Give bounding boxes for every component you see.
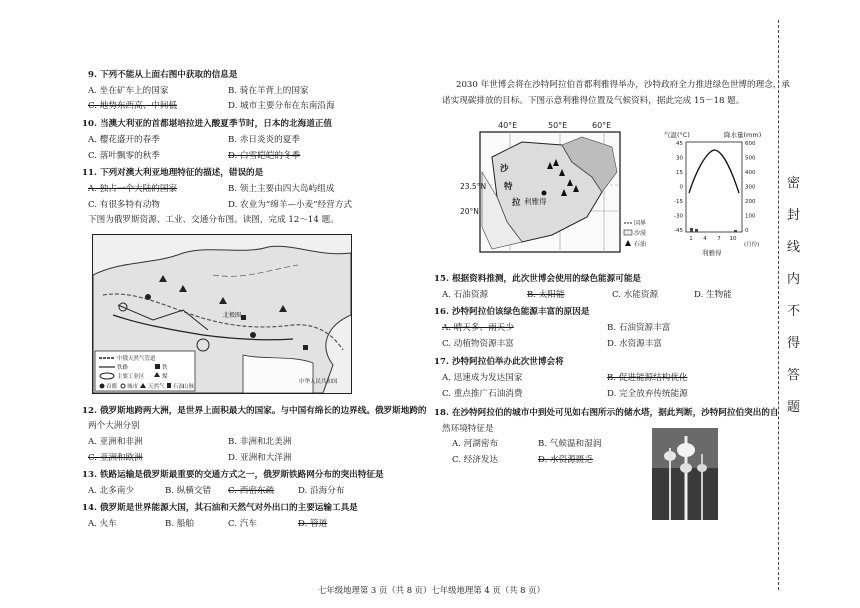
q17-stem: 17. 沙特阿拉伯举办此次世博会将: [434, 357, 564, 367]
legend-desert: 沙漠: [634, 230, 647, 237]
q13-option-a: A. 北多南少: [88, 486, 135, 496]
legend-oil: 石油: [173, 384, 185, 390]
arctic-circle-label: 北极圈: [223, 312, 242, 319]
month-tick-label: 10: [729, 236, 737, 242]
q13-stem: 13. 铁路运输是俄罗斯最重要的交通方式之一，俄罗斯铁路网分布的突出特征是: [82, 470, 384, 480]
temp-tick-label: -45: [674, 228, 683, 234]
q15-option-c: C. 水能资源: [612, 290, 659, 300]
q16-option-a: A. 晴天多、雨天少: [442, 323, 514, 333]
month-tick-label: 4: [703, 236, 707, 242]
seal-char: 答: [787, 368, 801, 383]
saudi-map: [452, 117, 652, 257]
temp-tick-label: -30: [674, 213, 683, 220]
precip-tick-label: 0: [745, 228, 749, 234]
legend-rail: 铁路: [117, 365, 129, 371]
q10-option-b: B. 赤日炎炎的夏季: [228, 135, 300, 145]
temp-tick-label: 0: [679, 184, 683, 191]
q9-stem: 9. 下列不能从上面右图中获取的信息是: [88, 70, 238, 80]
q9-option-a: A. 坐在矿车上的国家: [88, 86, 169, 96]
precip-tick-label: 200: [745, 199, 756, 205]
saudi-map-drawing: [452, 117, 652, 257]
q14-option-d: D. 管道: [298, 519, 328, 529]
q11-option-a: A. 独占一个大陆的国家: [88, 184, 178, 194]
q14-option-c: C. 汽车: [228, 519, 257, 529]
q13-option-b: B. 纵横交错: [165, 486, 212, 496]
q9-option-b: B. 骑在羊背上的国家: [228, 86, 309, 96]
legend-coal: 煤: [162, 374, 168, 380]
q11-option-b: B. 领土主要由四大岛屿组成: [228, 184, 335, 194]
q11-option-d: D. 农业为“绵羊—小麦”经营方式: [228, 200, 352, 210]
q11-option-c: C. 有很多特有动物: [88, 200, 160, 210]
seal-char: 题: [787, 400, 801, 415]
q17-option-a: A. 迅速成为发达国家: [442, 373, 523, 383]
legend-industry: 主要工业区: [117, 374, 145, 380]
q12-stem: 12. 俄罗斯地跨两大洲，是世界上面积最大的国家。与中国有绵长的边界线。俄罗斯地跨的: [82, 406, 427, 416]
q18-option-d: D. 水资源匮乏: [538, 455, 594, 465]
q15-option-b: B. 太阳能: [527, 290, 565, 300]
q17-option-d: D. 完全放弃传统能源: [607, 389, 688, 399]
russia-map-drawing: [93, 235, 351, 393]
q12-option-b: B. 非洲和北美洲: [228, 437, 292, 447]
q10-stem: 10. 当澳大利亚的首都堪培拉进入酸夏季节时，日本的北海道正值: [82, 119, 332, 129]
q10-option-d: D. 白雪皑皑的冬季: [228, 151, 301, 161]
q18-option-a: A. 河湖密布: [452, 439, 499, 449]
legend-border: 国界: [634, 220, 647, 227]
precip-tick-label: 500: [745, 155, 756, 162]
q17-option-c: C. 重点推广石油消费: [442, 389, 523, 399]
precip-tick-label: 100: [745, 213, 756, 220]
temp-tick-label: 30: [676, 155, 683, 162]
q13-option-c: C. 西密东疏: [228, 486, 275, 496]
seal-char: 密: [787, 176, 801, 191]
temp-tick-label: 15: [676, 170, 683, 176]
q12-stem-2: 两个大洲分别: [88, 421, 140, 431]
label-riyadh: 利雅得: [524, 197, 547, 206]
legend-oil-saudi: 石油: [634, 241, 647, 248]
q14-stem: 14. 俄罗斯是世界能源大国，其石油和天然气对外出口的主要运输工具是: [82, 503, 358, 513]
q10-option-a: A. 樱花盛开的春季: [88, 135, 160, 145]
seal-char: 不: [787, 304, 801, 319]
precip-bar: [690, 228, 693, 232]
intro15-line1: 2030 年世博会将在沙特阿拉伯首都利雅得举办，沙特政府全力推进绿色世博的理念，承: [456, 80, 790, 90]
label-la: 拉: [512, 198, 521, 208]
q9-option-d: D. 城市主要分布在东南沿海: [228, 101, 335, 111]
seal-line: [778, 20, 779, 590]
precip-bar: [695, 229, 698, 232]
q14-option-b: B. 船舶: [165, 519, 194, 529]
lon-60: 60°E: [592, 121, 612, 130]
seal-char: 线: [787, 240, 801, 255]
q15-option-a: A. 石油资源: [442, 290, 489, 300]
q18-option-b: B. 气候温和湿润: [538, 439, 602, 449]
precip-tick-label: 400: [745, 170, 756, 176]
q18-stem: 18. 在沙特阿拉伯的城市中到处可见如右图所示的储水塔，据此判断，沙特阿拉伯突出的自: [434, 408, 779, 418]
q16-option-c: C. 动植物资源丰富: [442, 339, 514, 349]
month-tick-label: 1: [689, 236, 693, 242]
q12-option-a: A. 亚洲和非洲: [88, 437, 143, 447]
q12-intro: 下图为俄罗斯资源、工业、交通分布图。读图，完成 12～14 题。: [88, 215, 339, 225]
seal-char: 内: [787, 272, 801, 287]
q11-stem: 11. 下列对澳大利亚地理特征的描述，错误的是: [82, 168, 264, 178]
climate-chart: [662, 128, 772, 258]
temp-tick-label: -15: [674, 199, 683, 205]
temp-tick-label: 45: [676, 141, 683, 147]
water-tower-photo: [652, 428, 718, 520]
intro15-line2: 诺实现碳排放的目标。下图示意利雅得位置及气候资料，据此完成 15－18 题。: [442, 96, 745, 106]
q18-stem-2: 然环境特征是: [442, 424, 494, 434]
q13-option-d: D. 沿海分布: [298, 486, 345, 496]
q15-option-d: D. 生物能: [694, 290, 732, 300]
legend-iron: 铁: [162, 365, 168, 371]
seal-char: 封: [787, 208, 801, 223]
lat-20: 20°N: [460, 207, 479, 216]
city-name: 利雅得: [702, 249, 722, 257]
precip-bar: [734, 230, 737, 232]
seal-char: 得: [787, 336, 801, 351]
lat-23-5: 23.5°N: [460, 182, 487, 191]
label-sha: 沙: [500, 164, 509, 174]
precip-tick-label: 300: [745, 184, 756, 191]
q14-option-a: A. 火车: [88, 519, 117, 529]
page-footer: 七年级地理第 3 页（共 8 页）七年级地理第 4 页（共 8 页）: [318, 585, 545, 595]
climate-chart-drawing: [662, 128, 772, 258]
month-unit: (月份): [744, 242, 760, 248]
legend-capital: 首都: [106, 384, 118, 390]
q15-stem: 15. 根据资料推测，此次世博会使用的绿色能源可能是: [434, 274, 642, 284]
label-te: 特: [504, 182, 513, 192]
month-tick-label: 7: [717, 236, 721, 242]
q12-option-d: D. 亚洲和大洋洲: [228, 453, 292, 463]
water-tower-drawing: [652, 428, 718, 520]
legend-mountain: 山脉: [183, 384, 195, 390]
legend-pipeline: 中俄天然气管道: [117, 356, 156, 362]
precip-tick-label: 600: [745, 141, 756, 147]
precip-title: 降水量(mm): [724, 131, 762, 139]
temp-title: 气温(°C): [664, 131, 690, 139]
lon-50: 50°E: [548, 121, 568, 130]
q16-stem: 16. 沙特阿拉伯该绿色能源丰富的原因是: [434, 307, 590, 317]
q16-option-d: D. 水资源丰富: [607, 339, 663, 349]
q10-option-c: C. 落叶飘零的秋季: [88, 151, 160, 161]
q17-option-b: B. 促进能源结构优化: [607, 373, 688, 383]
legend-city: 城市: [127, 384, 139, 390]
q16-option-b: B. 石油资源丰富: [607, 323, 671, 333]
russia-map: [92, 234, 352, 394]
q9-option-c: C. 地势东西高、中间低: [88, 101, 178, 111]
q12-option-c: C. 亚洲和欧洲: [88, 453, 143, 463]
q18-option-c: C. 经济发达: [452, 455, 499, 465]
china-label: 中华人民共和国: [299, 379, 338, 385]
lon-40: 40°E: [498, 121, 518, 130]
legend-gas: 天然气: [148, 384, 165, 390]
